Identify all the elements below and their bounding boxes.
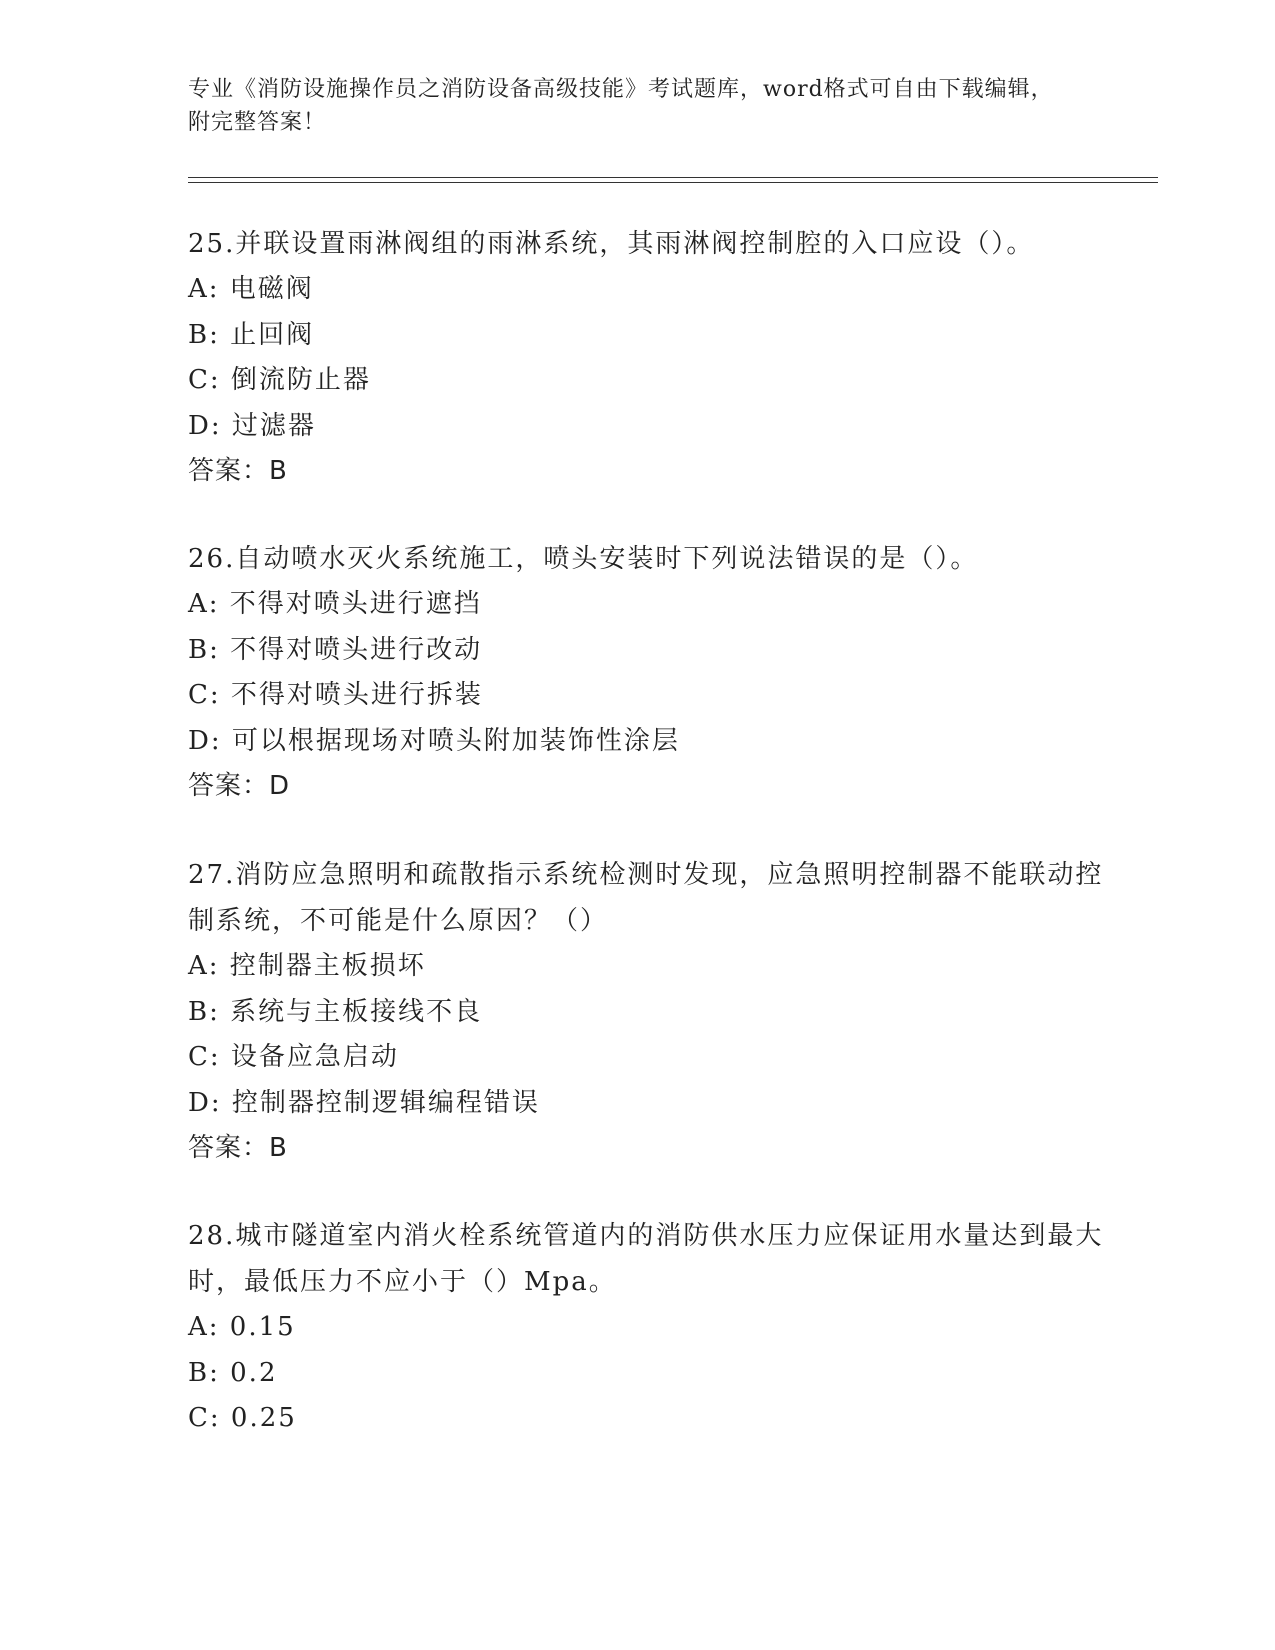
option-a: A: 不得对喷头进行遮挡 — [188, 589, 482, 619]
header-divider — [188, 177, 1158, 178]
option-d: D: 过滤器 — [188, 410, 316, 441]
option-d: D: 可以根据现场对喷头附加装饰性涂层 — [188, 725, 680, 756]
option-c: C: 不得对喷头进行拆装 — [188, 680, 483, 710]
question-stem: 26.自动喷水灭火系统施工，喷头安装时下列说法错误的是（）。 — [188, 544, 979, 574]
option-c: C: 0.25 — [188, 1403, 297, 1433]
document-header: 专业《消防设施操作员之消防设备高级技能》考试题库，word格式可自由下载编辑，附完整答案！ — [188, 77, 1054, 135]
option-a: A: 0.15 — [188, 1312, 296, 1342]
option-c: C: 设备应急启动 — [188, 1042, 399, 1072]
question-stem: 27.消防应急照明和疏散指示系统检测时发现，应急照明控制器不能联动控制系统，不可能是什么原因？（） — [188, 860, 1104, 936]
answer: 答案：B — [188, 456, 288, 486]
answer: 答案：B — [188, 1133, 288, 1163]
question-26 — [188, 536, 1108, 810]
question-27 — [188, 852, 1108, 1172]
option-b: B: 不得对喷头进行改动 — [188, 634, 483, 665]
header-divider-secondary — [188, 182, 1158, 183]
option-a: A: 电磁阀 — [188, 274, 314, 304]
question-stem: 28.城市隧道室内消火栓系统管道内的消防供水压力应保证用水量达到最大时，最低压力不应小于（）Mpa。 — [188, 1221, 1104, 1297]
question-25 — [188, 221, 1108, 495]
option-d: D: 控制器控制逻辑编程错误 — [188, 1087, 540, 1118]
option-a: A: 控制器主板损坏 — [188, 951, 426, 981]
option-c: C: 倒流防止器 — [188, 365, 371, 395]
option-b: B: 系统与主板接线不良 — [188, 996, 483, 1027]
answer: 答案：D — [188, 771, 291, 801]
question-28 — [188, 1213, 1108, 1442]
question-stem: 25.并联设置雨淋阀组的雨淋系统，其雨淋阀控制腔的入口应设（）。 — [188, 229, 1035, 259]
option-b: B: 0.2 — [188, 1357, 278, 1388]
option-b: B: 止回阀 — [188, 319, 315, 350]
